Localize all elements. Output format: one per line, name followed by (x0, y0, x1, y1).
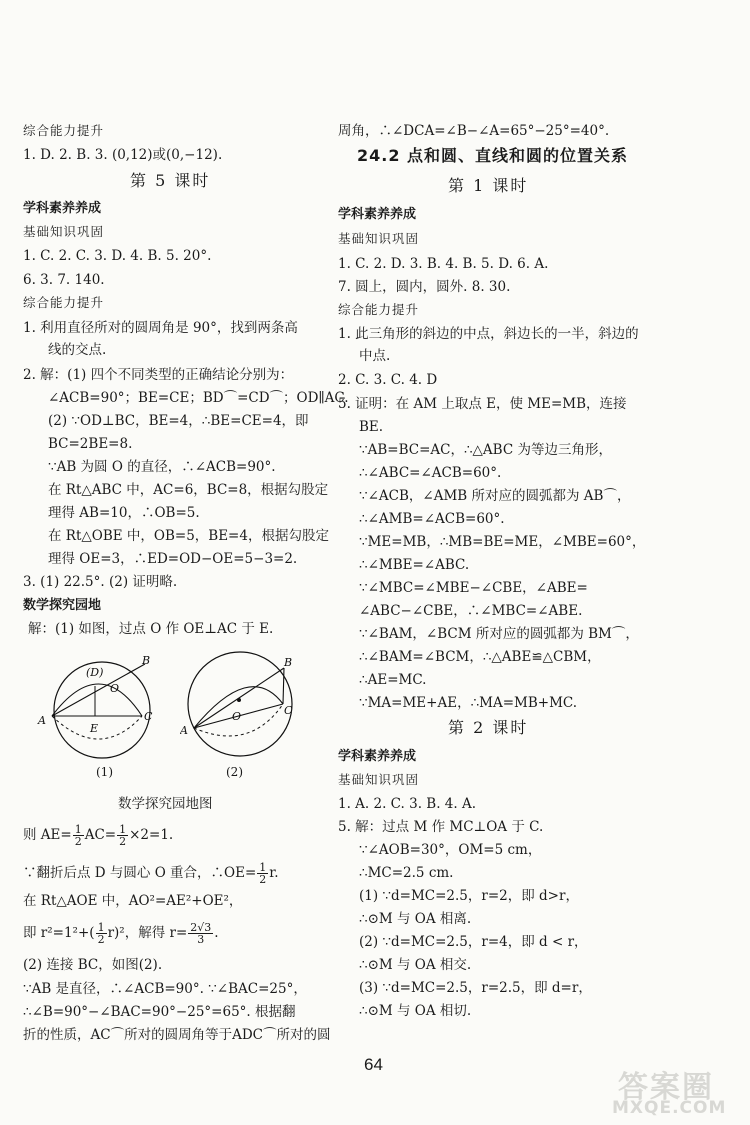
section-title: 学科素养养成 (338, 749, 417, 764)
section-title: 数学探究园地 (23, 598, 102, 613)
answer-line: (3) ∵d=MC=2.5，r=2.5，即 d=r， (359, 980, 592, 996)
answer-line: ∵∠ACB，∠AMB 所对应的圆弧都为 AB⌒， (359, 488, 631, 504)
text-segment: r. (269, 865, 279, 881)
answer-line: (1) ∵d=MC=2.5，r=2，即 d>r， (359, 888, 579, 904)
fraction-numerator: 1 (74, 823, 82, 836)
answer-line: 中点. (359, 348, 391, 364)
answer-line: ∴MC=2.5 cm. (359, 865, 454, 881)
center-o (237, 698, 241, 702)
fraction-numerator: 1 (119, 823, 127, 836)
chapter-title: 24.2 点和圆、直线和圆的位置关系 (357, 146, 629, 165)
circle-2 (188, 652, 292, 756)
answer-line (23, 862, 279, 885)
figure-2 (180, 642, 320, 760)
answer-line: 解：(1) 如图，过点 O 作 OE⊥AC 于 E. (28, 621, 274, 637)
lesson-title: 第 5 课时 (130, 171, 211, 190)
answer-line: 5. 证明：在 AM 上取点 E，使 ME=MB，连接 (338, 396, 627, 412)
answer-line: 1. 此三角形的斜边的中点，斜边长的一半，斜边的 (338, 326, 639, 342)
fraction-denominator: 3 (197, 933, 205, 946)
fraction (188, 922, 213, 945)
answer-line: ∴⊙M 与 OA 相交. (359, 957, 472, 973)
answer-line: ∴AE=MC. (359, 672, 427, 688)
answer-line: 7. 圆上，圆内，圆外. 8. 30. (338, 279, 511, 295)
answer-line: ∴∠B=90°−∠BAC=90°−25°=65°. 根据翻 (23, 1004, 296, 1020)
text-segment: AC= (84, 827, 117, 843)
label-c: C (144, 710, 153, 723)
fraction-numerator: 1 (97, 921, 105, 934)
answer-line: 在 Rt△OBE 中，OB=5，BE=4，根据勾股定 (48, 528, 329, 544)
fraction-denominator: 2 (119, 835, 127, 848)
answer-line (23, 824, 173, 847)
answer-line: 5. 解：过点 M 作 MC⊥OA 于 C. (338, 819, 544, 835)
answer-line: ∴⊙M 与 OA 相离. (359, 911, 472, 927)
section-label: 综合能力提升 (338, 302, 420, 317)
text-segment: r)²，解得 r= (107, 925, 188, 941)
label-b: B (284, 656, 293, 669)
answer-line: ∠ACB=90°；BE=CE；BD⌒=CD⌒；OD∥AC. (48, 390, 349, 406)
figure-caption-2: (2) (226, 765, 243, 779)
text-segment: 即 r²=1²+( (23, 925, 95, 941)
answer-line: (2) ∵d=MC=2.5，r=4，即 d < r， (359, 934, 588, 950)
answer-line: 线的交点. (48, 342, 107, 358)
text-segment: . (214, 925, 219, 941)
answer-line: ∵AB 为圆 O 的直径，∴∠ACB=90°. (48, 459, 276, 475)
answer-line: ∵MA=ME+AE，∴MA=MB+MC. (359, 695, 578, 711)
answer-line: ∴∠BAM=∠BCM，∴△ABE≌△CBM， (359, 649, 601, 665)
answer-line: ∵AB=BC=AC，∴△ABC 为等边三角形， (359, 442, 612, 458)
watermark-logo: 答案圈 (618, 1070, 714, 1105)
label-b: B (142, 654, 151, 667)
label-a: A (180, 724, 188, 737)
section-label: 基础知识巩固 (23, 224, 105, 239)
figure-caption: 数学探究园地图 (118, 796, 213, 812)
page-number: 64 (364, 1055, 383, 1074)
answer-line: ∴⊙M 与 OA 相切. (359, 1003, 472, 1019)
section-label: 基础知识巩固 (338, 772, 420, 787)
fraction (117, 824, 128, 847)
figure-caption-1: (1) (96, 765, 113, 779)
fraction-numerator: 1 (259, 861, 267, 874)
watermark-url: MXQE.COM (612, 1098, 727, 1118)
answer-line: ∴∠MBE=∠ABC. (359, 557, 470, 573)
label-e: E (90, 722, 99, 735)
answer-line: ∵∠AOB=30°，OM=5 cm， (359, 842, 542, 858)
fraction (96, 922, 107, 945)
answer-line: 折的性质，AC⌒所对的圆周角等于ADC⌒所对的圆 (23, 1027, 331, 1043)
section-label: 综合能力提升 (23, 295, 105, 310)
label-o: O (232, 710, 242, 723)
fraction-numerator: 2√3 (190, 921, 212, 934)
answer-line: ∴∠ABC=∠ACB=60°. (359, 465, 502, 481)
label-o: O (110, 682, 120, 695)
answer-line: 1. C. 2. C. 3. D. 4. B. 5. 20°. (23, 248, 212, 264)
answer-line: (2) ∵OD⊥BC，BE=4，∴BE=CE=4，即 (48, 413, 309, 429)
text-segment: 则 AE= (23, 827, 72, 843)
label-c: C (284, 704, 293, 717)
answer-line: BE. (359, 419, 384, 435)
lesson-title: 第 1 课时 (448, 176, 529, 195)
section-title: 学科素养养成 (23, 201, 102, 216)
fraction-denominator: 2 (74, 835, 82, 848)
answer-line: 1. D. 2. B. 3. (0,12)或(0,−12). (23, 147, 223, 163)
section-label: 综合能力提升 (23, 123, 105, 138)
label-a: A (38, 714, 46, 727)
answer-line: 在 Rt△ABC 中，AC=6，BC=8，根据勾股定 (48, 482, 329, 498)
section-label: 基础知识巩固 (338, 231, 420, 246)
answer-line: ∵∠BAM，∠BCM 所对应的圆弧都为 BM⌒， (359, 626, 639, 642)
answer-line: 1. A. 2. C. 3. B. 4. A. (338, 796, 476, 812)
label-d: (D) (86, 666, 104, 679)
segment-bc (283, 668, 284, 704)
folded-arc (52, 684, 142, 716)
text-segment: ×2=1. (129, 827, 174, 843)
fraction-denominator: 2 (259, 873, 267, 886)
answer-line: 理得 OE=3，∴ED=OD−OE=5−3=2. (48, 551, 298, 567)
figure-1 (30, 642, 170, 760)
answer-line: 周角，∴∠DCA=∠B−∠A=65°−25°=40°. (338, 123, 610, 139)
answer-line: 理得 AB=10，∴OB=5. (48, 505, 200, 521)
text-segment: ∵翻折后点 D 与圆心 O 重合，∴OE= (23, 865, 257, 881)
answer-line: 1. 利用直径所对的圆周角是 90°，找到两条高 (23, 320, 298, 336)
answer-line: 3. (1) 22.5°. (2) 证明略. (23, 574, 178, 590)
fraction (257, 862, 268, 885)
fraction-denominator: 2 (97, 933, 105, 946)
answer-line (23, 922, 219, 945)
fraction (73, 824, 84, 847)
answer-line: ∴∠AMB=∠ACB=60°. (359, 511, 505, 527)
section-title: 学科素养养成 (338, 207, 417, 222)
answer-line: 6. 3. 7. 140. (23, 272, 105, 288)
answer-line: 1. C. 2. D. 3. B. 4. B. 5. D. 6. A. (338, 256, 549, 272)
answer-line: ∵∠MBC=∠MBE−∠CBE，∠ABE= (359, 580, 588, 596)
answer-line: BC=2BE=8. (48, 436, 133, 452)
answer-line: 2. C. 3. C. 4. D (338, 372, 438, 388)
answer-line: ∠ABC−∠CBE，∴∠MBC=∠ABE. (359, 603, 583, 619)
lesson-title: 第 2 课时 (448, 718, 529, 737)
answer-line: 在 Rt△AOE 中，AO²=AE²+OE²， (23, 893, 243, 909)
answer-line: 2. 解：(1) 四个不同类型的正确结论分别为： (23, 367, 294, 383)
answer-line: ∵AB 是直径，∴∠ACB=90°. ∵∠BAC=25°， (23, 981, 307, 997)
answer-line: (2) 连接 BC，如图(2). (23, 957, 163, 973)
answer-line: ∵ME=MB，∴MB=BE=ME，∠MBE=60°， (359, 534, 646, 550)
